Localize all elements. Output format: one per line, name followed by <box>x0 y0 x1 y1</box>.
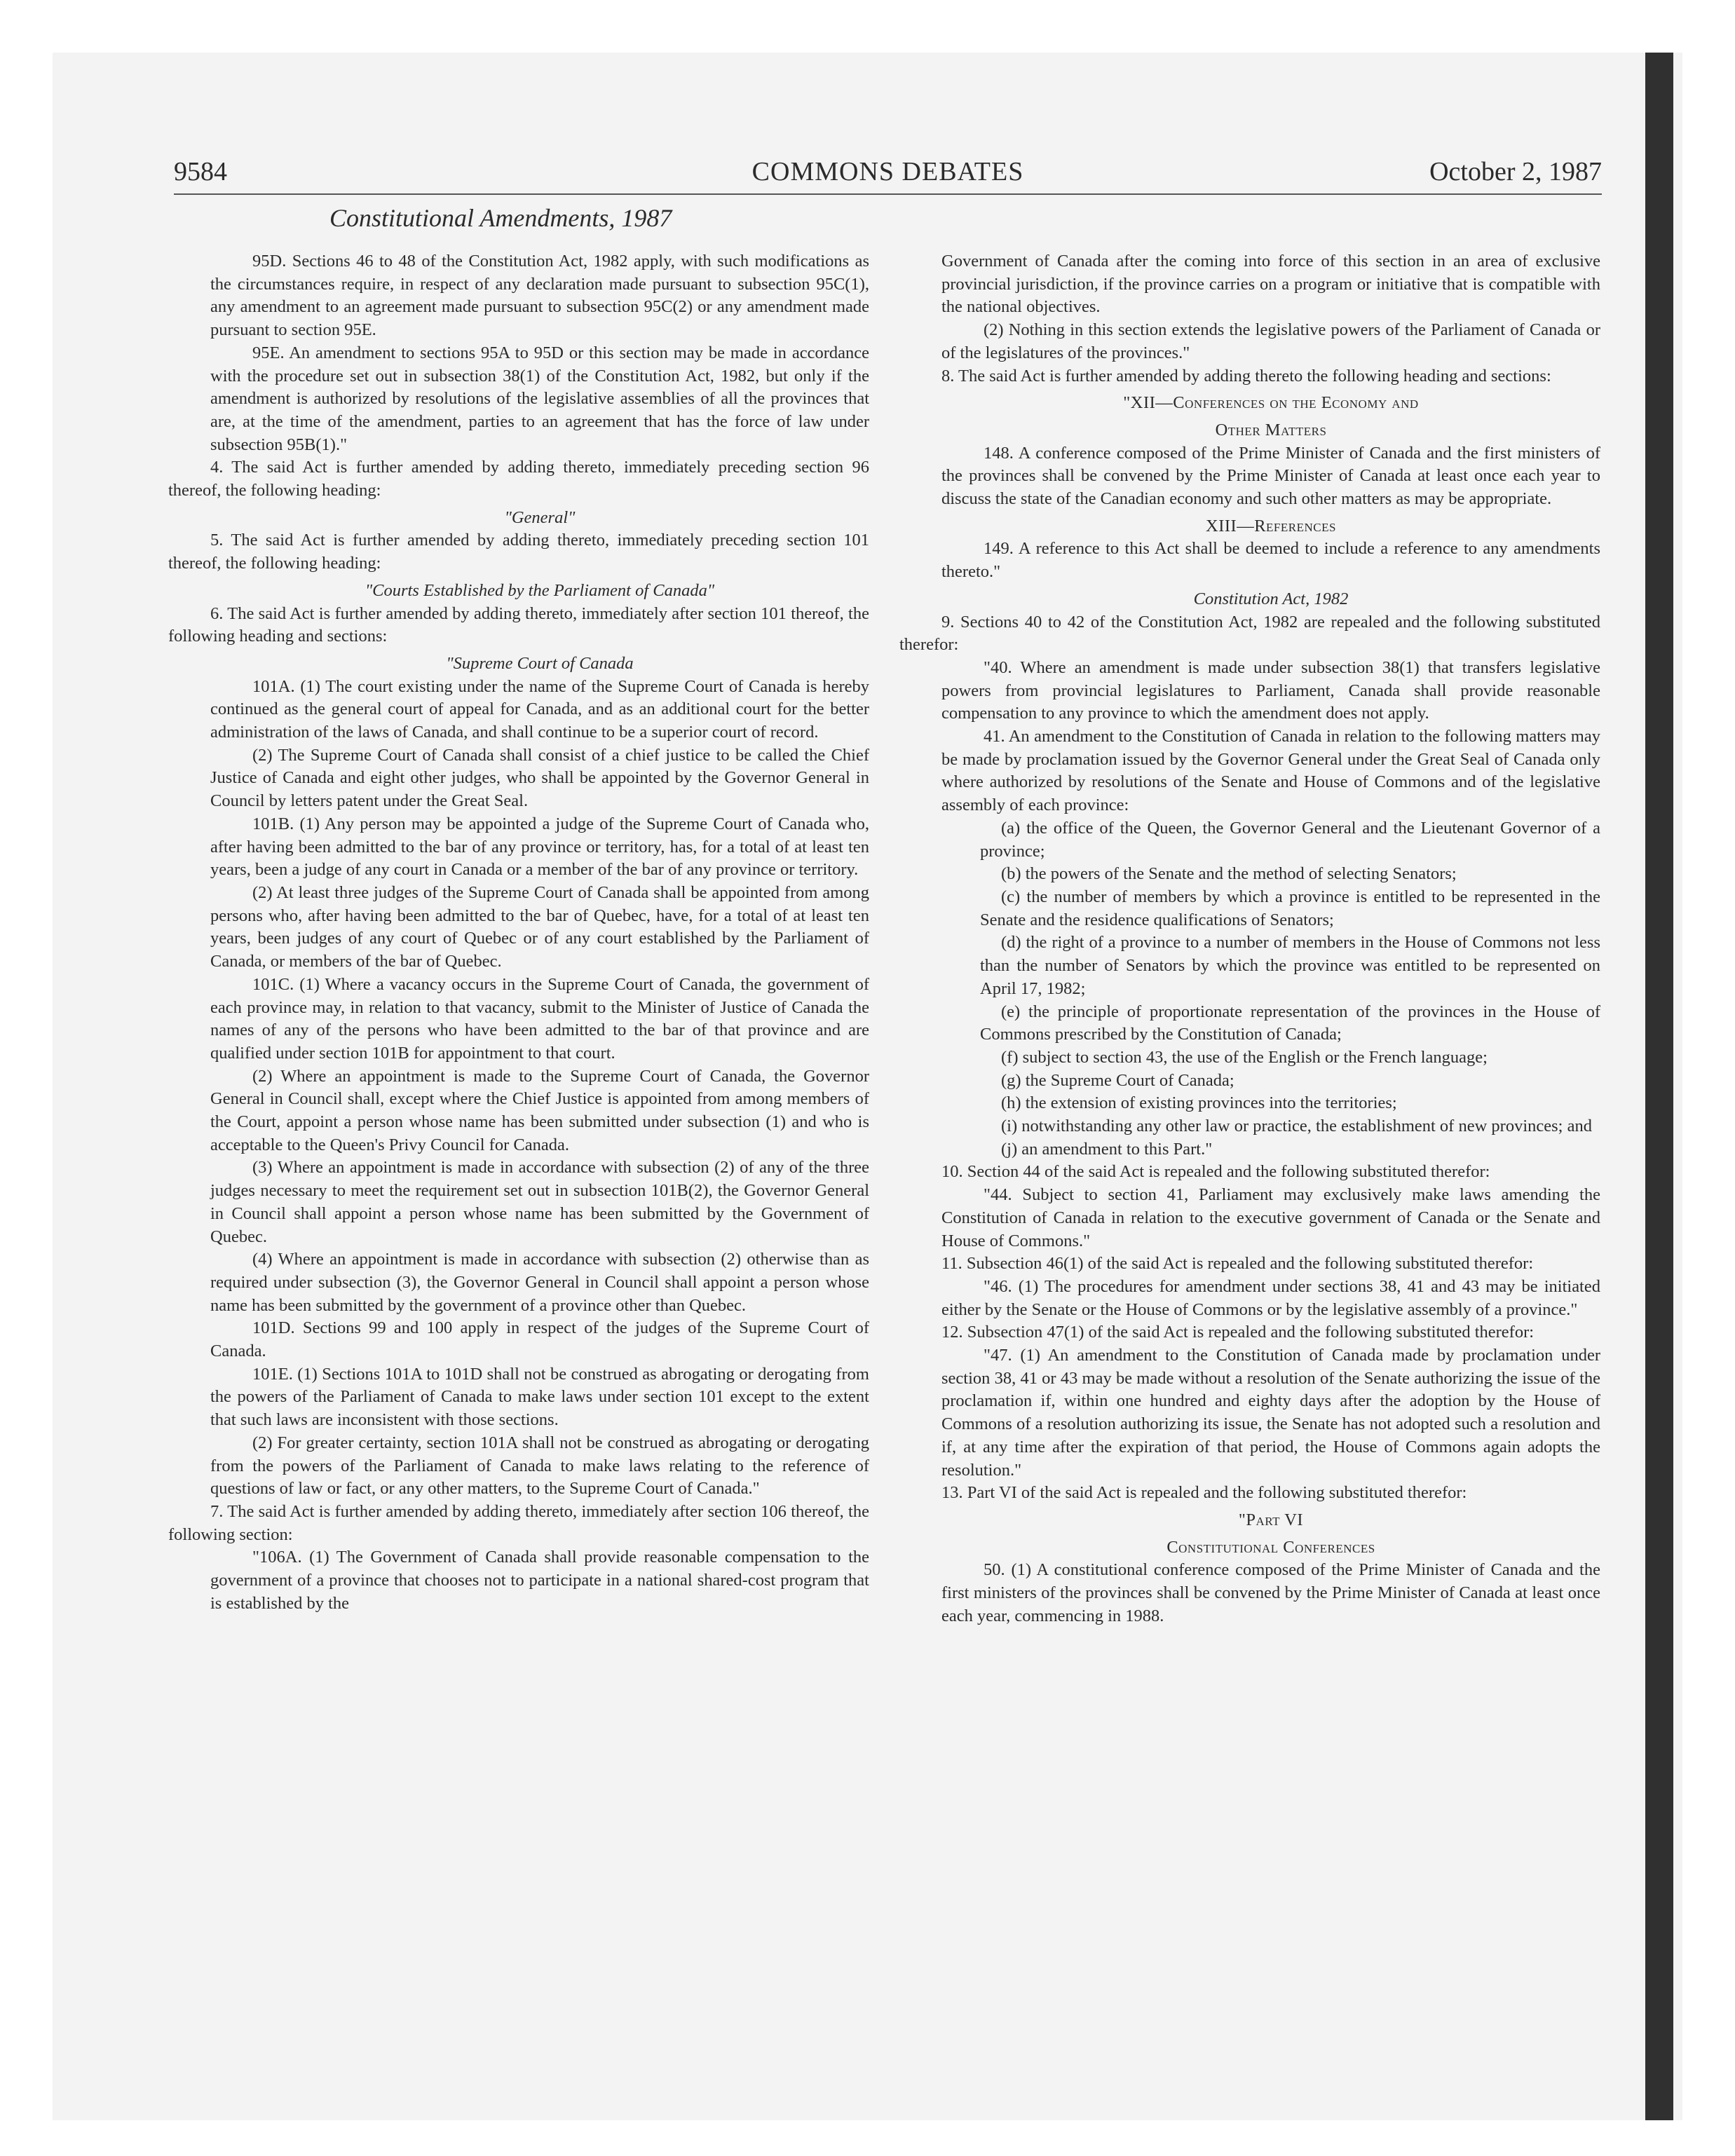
subheading: Constitutional Conferences <box>1166 1537 1375 1557</box>
subheading: Other Matters <box>1215 420 1327 439</box>
paragraph: 41. An amendment to the Constitution of Canada in relation to the following matters may be made by proclamation issued by the Governor General under the Great Seal of Canada only where authorized by resolutions of the Senate and House of Commons and of the legislative assembly of each province: <box>941 727 1600 815</box>
list-item: (h) the extension of existing provinces into the territories; <box>1001 1093 1397 1113</box>
subheading: "Supreme Court of Canada <box>446 653 634 673</box>
paragraph: 148. A conference composed of the Prime Minister of Canada and the first ministers of the provinces shall be convened by the Prime Minister of Canada at least once each year to discuss the state of the Canadian economy and such other matters as may be appropriate. <box>941 443 1600 509</box>
paragraph: 101D. Sections 99 and 100 apply in respect of the judges of the Supreme Court of Canada. <box>210 1318 869 1361</box>
list-item: (e) the principle of proportionate representation of the provinces in the House of Commons prescribed by the Constitution of Canada; <box>980 1002 1600 1044</box>
list-item: (g) the Supreme Court of Canada; <box>1001 1070 1234 1090</box>
paragraph: 101A. (1) The court existing under the name of the Supreme Court of Canada is hereby continued as the general court of appeal for Canada, and as an additional court for the better administration of the laws of Canada, and shall continue to be a superior court of record. <box>210 676 869 742</box>
binding-edge <box>1645 53 1673 2120</box>
paragraph: "47. (1) An amendment to the Constitution of Canada made by proclamation under section 38, 41 or 43 may be made without a resolution of the Senate authorizing the issue of the proclamation if, within one hundred and eighty days after the adoption by the House of Commons of a resolution authorizing its issue, the Senate has not adopted such a resolution and if, at any time after the expiration of that period, the House of Commons again adopts the resolution." <box>941 1346 1600 1480</box>
paragraph: 101E. (1) Sections 101A to 101D shall not be construed as abrogating or derogating from the powers of the Parliament of Canada to make laws under section 101 except to the extent that such laws are inconsistent with those sections. <box>210 1364 869 1430</box>
paragraph: (2) The Supreme Court of Canada shall consist of a chief justice to be called the Chief Justice of Canada and eight other judges, who shall be appointed by the Governor General in Council by letters patent under the Great Seal. <box>210 745 869 811</box>
paragraph: 8. The said Act is further amended by adding thereto the following heading and sections: <box>941 366 1551 386</box>
right-column <box>899 250 1600 1967</box>
subheading: "XII—Conferences on the Economy and <box>1123 393 1419 413</box>
list-item: (a) the office of the Queen, the Governor General and the Lieutenant Governor of a province; <box>980 818 1600 861</box>
paragraph: (2) Where an appointment is made to the Supreme Court of Canada, the Governor General in Council shall, except where the Chief Justice is appointed from among members of the Court, appoint a person whose name has been submitted under subsection (1) and who is acceptable to the Queen's Privy Council for Canada. <box>210 1066 869 1154</box>
subheading: Constitution Act, 1982 <box>1193 589 1349 608</box>
list-item: (j) an amendment to this Part." <box>1001 1139 1213 1159</box>
paragraph: 11. Subsection 46(1) of the said Act is repealed and the following substituted therefor: <box>941 1254 1534 1274</box>
paragraph: 6. The said Act is further amended by adding thereto, immediately after section 101 thereof, the following heading and sections: <box>168 603 869 646</box>
paragraph: 95E. An amendment to sections 95A to 95D or this section may be made in accordance with the procedure set out in subsection 38(1) of the Constitution Act, 1982, but only if the amendment is authorized by resolutions of the legislative assemblies of all the provinces that are, at the time of the amendment, parties to an agreement that has the force of law under subsection 95B(1)." <box>210 343 869 454</box>
paragraph: "44. Subject to section 41, Parliament may exclusively make laws amending the Constitution of Canada in relation to the executive government of Canada or the Senate and House of Commons." <box>941 1185 1600 1250</box>
paragraph: 95D. Sections 46 to 48 of the Constitution Act, 1982 apply, with such modifications as the circumstances require, in respect of any declaration made pursuant to subsection 95C(1), any amendment to an agreement made pursuant to subsection 95C(2) or any amendment made pursuant to section 95E. <box>210 252 869 340</box>
paragraph: 101B. (1) Any person may be appointed a judge of the Supreme Court of Canada who, after having been admitted to the bar of any province or territory, has, for a total of at least ten years, been a judge of any court in Canada or a member of the bar of any province or territory. <box>210 814 869 880</box>
subheading: "General" <box>504 507 576 527</box>
paragraph: Government of Canada after the coming into force of this section in an area of exclusive provincial jurisdiction, if the province carries on a program or initiative that is compatible with the national objectives. <box>941 252 1600 317</box>
list-item: (c) the number of members by which a province is entitled to be represented in the Senate and the residence qualifications of Senators; <box>980 887 1600 929</box>
list-item: (d) the right of a province to a number of members in the House of Commons not less than the number of Senators by which the province was entitled to be represented on April 17, 1982; <box>980 933 1600 998</box>
paragraph: 10. Section 44 of the said Act is repealed and the following substituted therefor: <box>941 1162 1490 1182</box>
subheading: XIII—References <box>1206 516 1336 535</box>
section-title: Constitutional Amendments, 1987 <box>329 204 672 232</box>
list-item: (b) the powers of the Senate and the method of selecting Senators; <box>1001 864 1457 884</box>
paragraph: "46. (1) The procedures for amendment under sections 38, 41 and 43 may be initiated either by the Senate or the House of Commons or by the legislative assembly of a province." <box>941 1276 1600 1319</box>
running-header <box>174 154 1602 195</box>
subheading: "Courts Established by the Parliament of Canada" <box>365 580 715 600</box>
paragraph: (4) Where an appointment is made in accordance with subsection (2) otherwise than as required under subsection (3), the Governor General in Council shall appoint a person whose name has been submitted by the government of a province other than Quebec. <box>210 1250 869 1315</box>
paragraph: (2) Nothing in this section extends the legislative powers of the Parliament of Canada or of the legislatures of the provinces." <box>941 320 1600 362</box>
paragraph: 12. Subsection 47(1) of the said Act is repealed and the following substituted therefor: <box>941 1323 1535 1342</box>
publication-title: COMMONS DEBATES <box>751 157 1024 186</box>
left-column <box>168 250 869 1967</box>
paragraph: 7. The said Act is further amended by adding thereto, immediately after section 106 thereof, the following section: <box>168 1501 869 1544</box>
list-item: (i) notwithstanding any other law or practice, the establishment of new provinces; and <box>1001 1117 1592 1136</box>
paragraph: 4. The said Act is further amended by adding thereto, immediately preceding section 96 thereof, the following heading: <box>168 458 869 500</box>
paragraph: (2) For greater certainty, section 101A shall not be construed as abrogating or derogating from the powers of the Parliament of Canada to make laws relating to the reference of questions of law or fact, or any other matters, to the Supreme Court of Canada." <box>210 1433 869 1499</box>
paragraph: "40. Where an amendment is made under subsection 38(1) that transfers legislative powers from provincial legislatures to Parliament, Canada shall provide reasonable compensation to any province to which the amendment does not apply. <box>941 657 1600 723</box>
publication-date: October 2, 1987 <box>1429 157 1602 186</box>
paragraph: (3) Where an appointment is made in accordance with subsection (2) of any of the three judges necessary to meet the requirement set out in subsection 101B(2), the Governor General in Council shall appoint a person whose name has been submitted by the Government of Quebec. <box>210 1158 869 1246</box>
paragraph: 101C. (1) Where a vacancy occurs in the Supreme Court of Canada, the government of each province may, in relation to that vacancy, submit to the Minister of Justice of Canada the names of any of the persons who have been admitted to the bar of that province and are qualified under section 101B for appointment to that court. <box>210 974 869 1063</box>
list-item: (f) subject to section 43, the use of the English or the French language; <box>1001 1047 1488 1067</box>
paragraph: 149. A reference to this Act shall be deemed to include a reference to any amendments thereto." <box>941 539 1600 582</box>
paragraph: "106A. (1) The Government of Canada shall provide reasonable compensation to the government of a province that chooses not to participate in a national shared-cost program that is established by the <box>210 1548 869 1613</box>
paragraph: (2) At least three judges of the Supreme Court of Canada shall be appointed from among persons who, after having been admitted to the bar of Quebec, have, for a total of at least ten years, been judges of any court of Quebec or of any court established by the Parliament of Canada, or members of the bar of Quebec. <box>210 882 869 971</box>
page-number: 9584 <box>174 157 227 186</box>
paragraph: 9. Sections 40 to 42 of the Constitution Act, 1982 are repealed and the following substituted therefor: <box>899 612 1600 655</box>
paragraph: 50. (1) A constitutional conference composed of the Prime Minister of Canada and the first ministers of the provinces shall be convened by the Prime Minister of Canada at least once each year, commencing in 1988. <box>941 1560 1600 1625</box>
paragraph: 5. The said Act is further amended by adding thereto, immediately preceding section 101 thereof, the following heading: <box>168 531 869 573</box>
paragraph: 13. Part VI of the said Act is repealed and the following substituted therefor: <box>941 1483 1467 1503</box>
subheading: "Part VI <box>1238 1510 1304 1529</box>
